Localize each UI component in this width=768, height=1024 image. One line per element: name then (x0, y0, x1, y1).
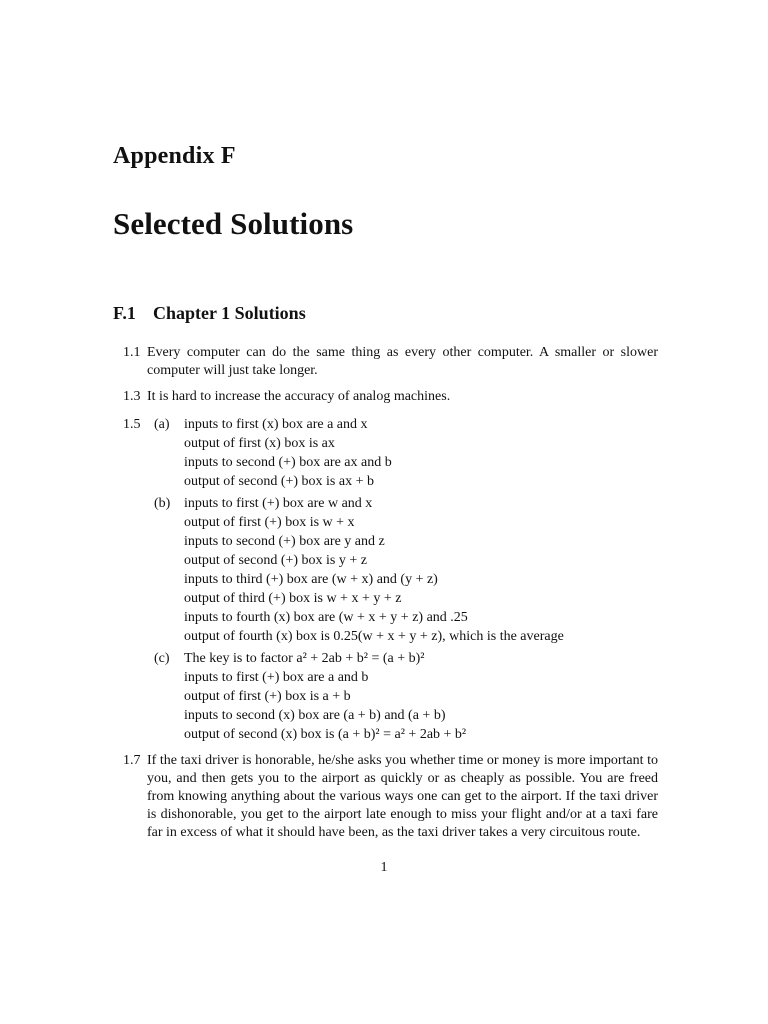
item-number: 1.7 (123, 753, 141, 768)
subpart-a-line: inputs to first (x) box are a and x (184, 417, 368, 432)
subpart-b-line: output of third (+) box is w + x + y + z (184, 591, 402, 606)
subpart-a-line: inputs to second (+) box are ax and b (184, 455, 392, 470)
item-text: Every computer can do the same thing as every other computer. A smaller or slower computer will just take longer. (147, 345, 658, 378)
item-number: 1.1 (123, 345, 141, 360)
subpart-c-line: output of second (x) box is (a + b)² = a² + 2ab + b² (184, 727, 467, 742)
item-text: It is hard to increase the accuracy of analog machines. (147, 389, 451, 404)
solution-item-1-7 (123, 752, 658, 842)
section-number: F.1 (113, 303, 136, 323)
section-heading (113, 303, 306, 324)
appendix-title: Selected Solutions (113, 206, 354, 241)
section-title: Chapter 1 Solutions (153, 303, 306, 323)
solution-item-1-3 (123, 388, 658, 406)
subpart-label-b: (b) (154, 496, 171, 511)
subpart-a-line: output of first (x) box is ax (184, 436, 335, 451)
solution-item-1-1 (123, 344, 658, 380)
appendix-label: Appendix F (113, 143, 236, 169)
subpart-b-line: inputs to second (+) box are y and z (184, 534, 385, 549)
page-number: 1 (380, 860, 388, 875)
subpart-label-c: (c) (154, 651, 170, 666)
item-number: 1.3 (123, 389, 141, 404)
subpart-c-line: output of first (+) box is a + b (184, 689, 351, 704)
item-number: 1.5 (123, 417, 141, 432)
subpart-b-line: inputs to first (+) box are w and x (184, 496, 373, 511)
subpart-b-line: output of fourth (x) box is 0.25(w + x + y + z), which is the average (184, 629, 564, 644)
subpart-c-line: inputs to first (+) box are a and b (184, 670, 369, 685)
subpart-b-line: output of second (+) box is y + z (184, 553, 367, 568)
subpart-a-line: output of second (+) box is ax + b (184, 474, 374, 489)
subpart-label-a: (a) (154, 417, 170, 432)
subpart-c-line: The key is to factor a² + 2ab + b² = (a + b)² (184, 651, 425, 666)
subpart-c-line: inputs to second (x) box are (a + b) and (a + b) (184, 708, 446, 723)
subpart-b-line: output of first (+) box is w + x (184, 515, 355, 530)
item-text: If the taxi driver is honorable, he/she asks you whether time or money is more important to you, and then gets you to the airport as quickly or as cheaply as possible. You are freed from knowing anything about the various ways one can get to the airport. If the taxi driver is dishonorable, you get to the airport late enough to miss your flight and/or at a taxi fare far in excess of what it should have been, as the taxi driver takes a very circuitous route. (147, 753, 658, 840)
subpart-b-line: inputs to third (+) box are (w + x) and (y + z) (184, 572, 438, 587)
subpart-b-line: inputs to fourth (x) box are (w + x + y + z) and .25 (184, 610, 468, 625)
